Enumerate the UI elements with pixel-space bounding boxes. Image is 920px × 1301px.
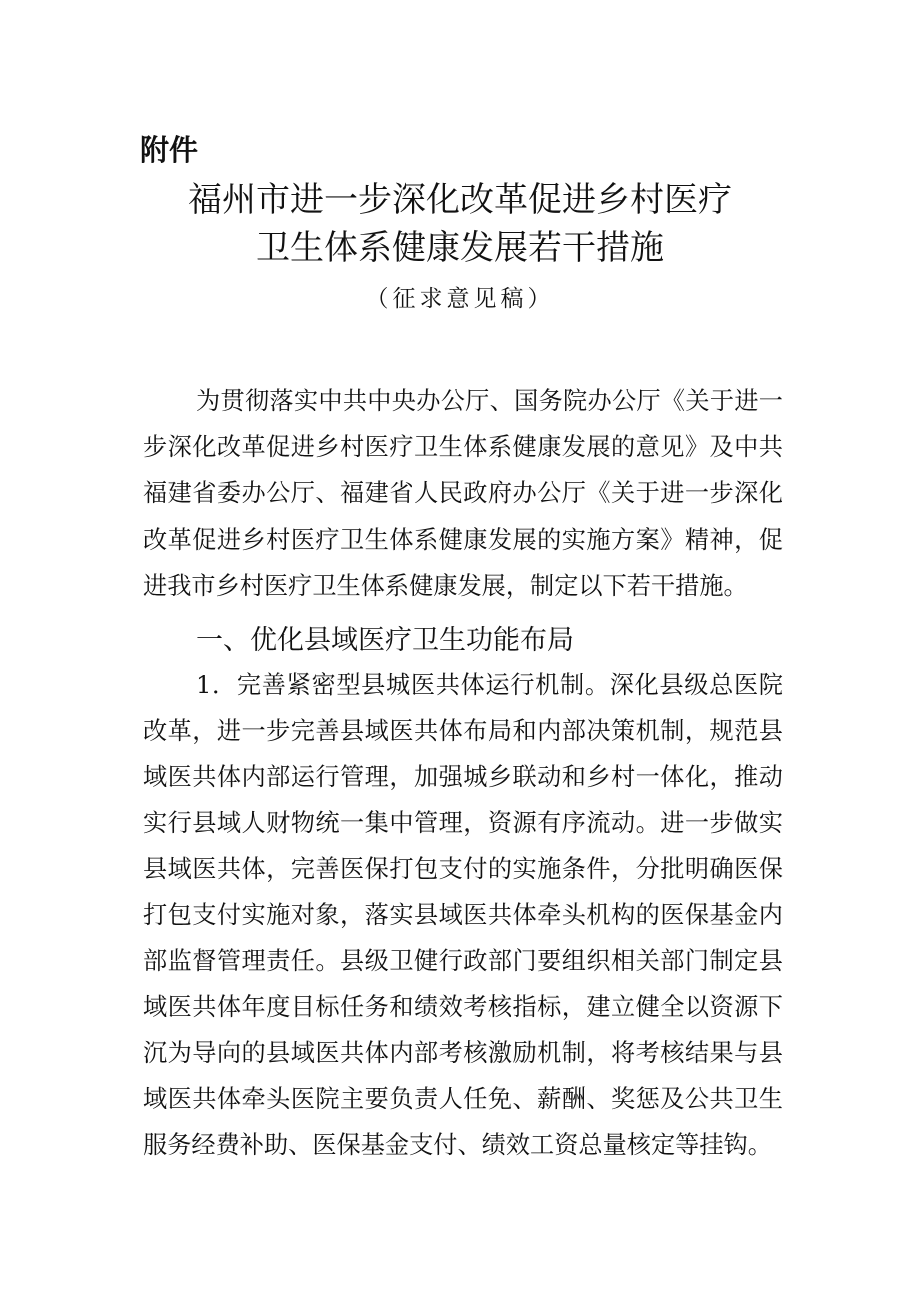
intro-line: 为贯彻落实中共中央办公厅、国务院办公厅《关于进一: [196, 387, 783, 415]
document-subtitle: （征求意见稿）: [365, 286, 555, 312]
section-heading: 一、优化县域医疗卫生功能布局: [196, 625, 574, 656]
item-line: 改革，进一步完善县域医共体布局和内部决策机制，规范县: [143, 717, 783, 745]
item-line: 域医共体内部运行管理，加强城乡联动和乡村一体化，推动: [143, 763, 783, 791]
attachment-label: 附件: [140, 133, 199, 167]
item-line: 1．完善紧密型县城医共体运行机制。深化县级总医院: [196, 671, 783, 699]
item-line: 沉为导向的县域医共体内部考核激励机制，将考核结果与县: [143, 1039, 783, 1067]
document-title-line-2: 卫生体系健康发展若干措施: [256, 228, 664, 268]
intro-line: 步深化改革促进乡村医疗卫生体系健康发展的意见》及中共: [143, 433, 783, 461]
intro-line: 进我市乡村医疗卫生体系健康发展，制定以下若干措施。: [143, 572, 748, 600]
intro-line: 改革促进乡村医疗卫生体系健康发展的实施方案》精神，促: [143, 526, 783, 554]
item-line: 域医共体牵头医院主要负责人任免、薪酬、奖惩及公共卫生: [143, 1085, 783, 1113]
document-title-line-1: 福州市进一步深化改革促进乡村医疗: [188, 180, 732, 220]
item-line: 实行县域人财物统一集中管理，资源有序流动。进一步做实: [143, 809, 783, 837]
item-line: 部监督管理责任。县级卫健行政部门要组织相关部门制定县: [143, 947, 783, 975]
item-line: 服务经费补助、医保基金支付、绩效工资总量核定等挂钩。: [143, 1131, 772, 1159]
item-line: 县域医共体，完善医保打包支付的实施条件，分批明确医保: [143, 855, 783, 883]
item-line: 域医共体年度目标任务和绩效考核指标，建立健全以资源下: [143, 993, 783, 1021]
intro-line: 福建省委办公厅、福建省人民政府办公厅《关于进一步深化: [143, 479, 783, 507]
item-line: 打包支付实施对象，落实县域医共体牵头机构的医保基金内: [143, 901, 783, 929]
